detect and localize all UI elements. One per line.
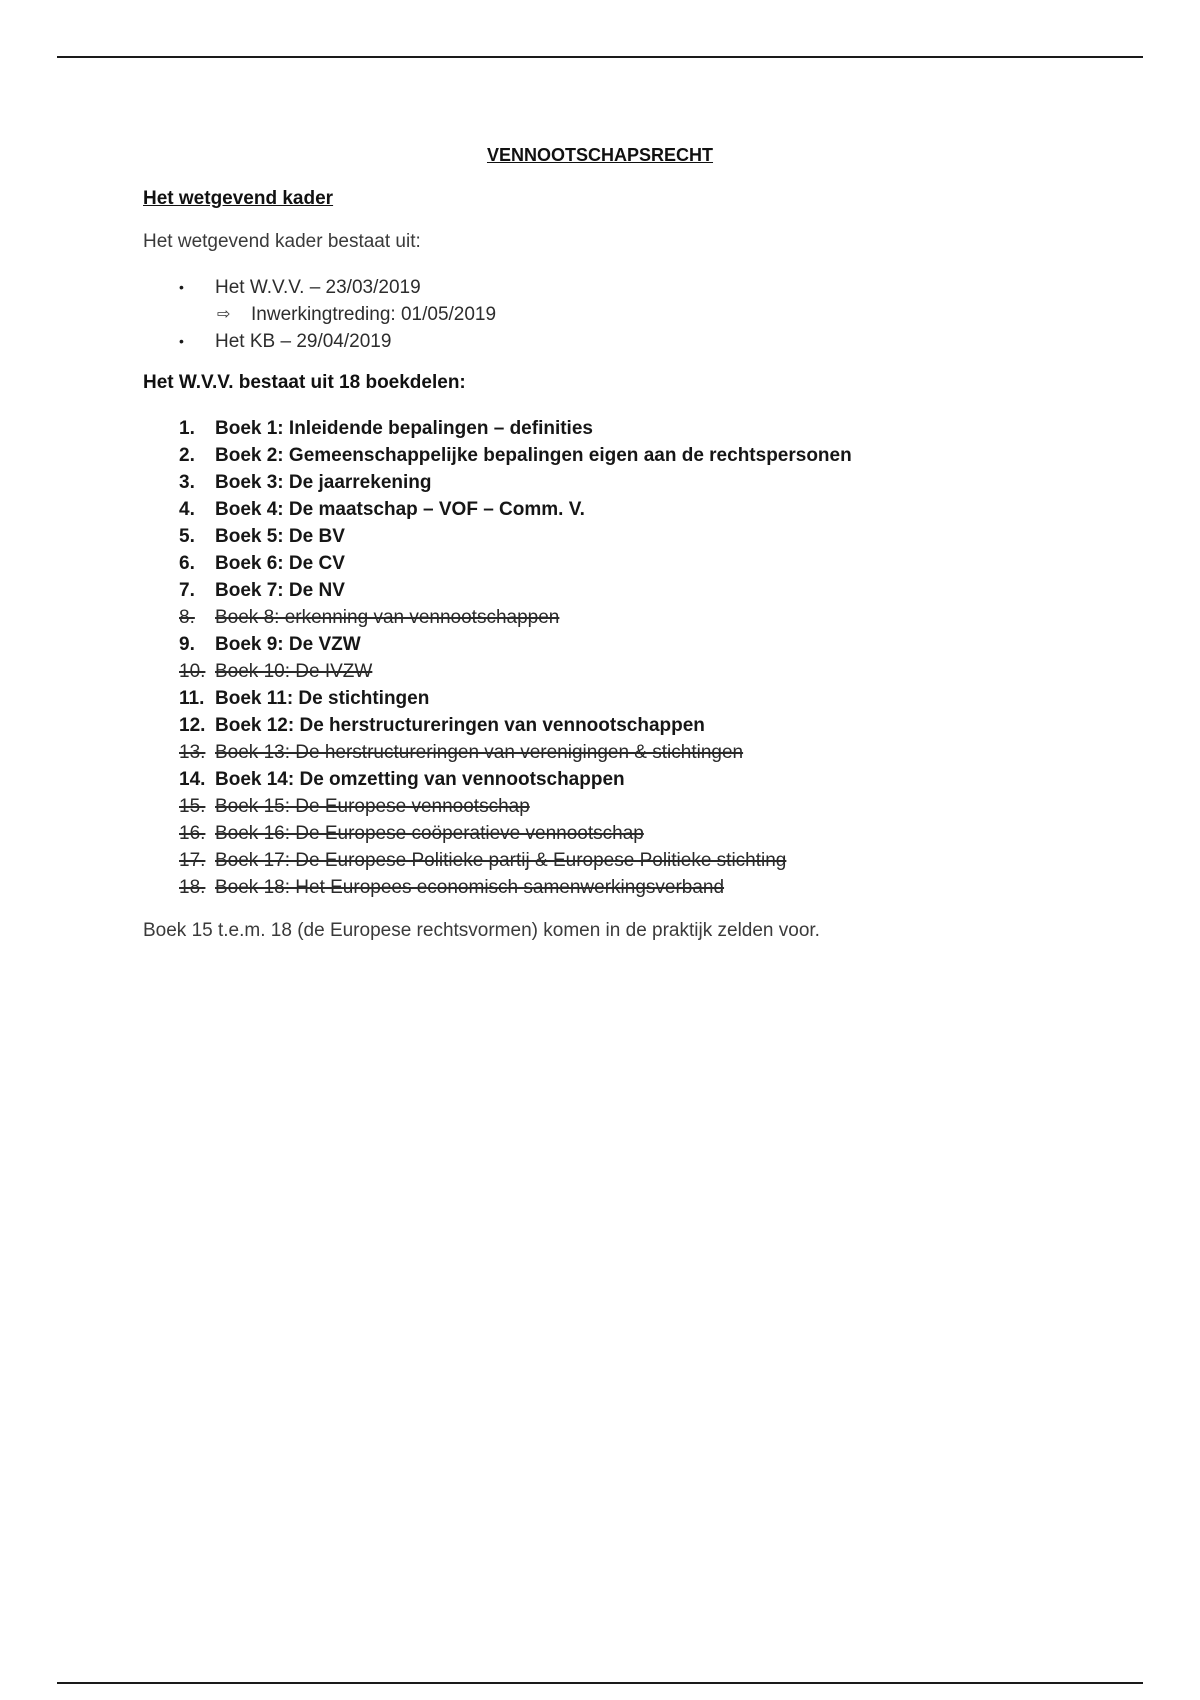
list-item [143,328,496,355]
book-number: 11. [179,688,205,709]
book-label: Boek 11: De stichtingen [215,688,430,709]
list-item-text: Het W.V.V. – 23/03/2019 [215,277,421,298]
book-number: 8. [179,607,195,628]
bullet-icon: • [179,333,184,349]
document-title: VENNOOTSCHAPSRECHT [486,145,714,165]
book-number: 6. [179,553,195,574]
legislation-list [143,274,496,355]
book-number: 2. [179,445,195,466]
book-label: Boek 17: De Europese Politieke partij & Europese Politieke stichting [215,850,787,871]
book-label: Boek 9: De VZW [215,634,361,655]
list-item [143,274,496,301]
intro-paragraph: Het wetgevend kader bestaat uit: [143,231,421,252]
book-item [143,658,852,685]
book-number: 14. [179,769,206,790]
bullet-icon: • [179,279,184,295]
book-label: Boek 13: De herstructureringen van verenigingen & stichtingen [215,742,744,763]
book-label: Boek 1: Inleidende bepalingen – definities [215,418,593,439]
books-list [143,415,852,901]
book-label: Boek 10: De IVZW [215,661,373,682]
book-item [143,631,852,658]
book-item [143,874,852,901]
book-number: 7. [179,580,195,601]
book-label: Boek 12: De herstructureringen van vennootschappen [215,715,705,736]
book-label: Boek 8: erkenning van vennootschappen [215,607,560,628]
closing-paragraph: Boek 15 t.e.m. 18 (de Europese rechtsvormen) komen in de praktijk zelden voor. [143,920,820,941]
book-item [143,523,852,550]
book-item [143,712,852,739]
book-label: Boek 18: Het Europees economisch samenwerkingsverband [215,877,725,898]
book-label: Boek 2: Gemeenschappelijke bepalingen eigen aan de rechtspersonen [215,445,852,466]
book-number: 1. [179,418,195,439]
book-label: Boek 5: De BV [215,526,345,547]
book-item [143,604,852,631]
book-item [143,793,852,820]
book-number: 4. [179,499,195,520]
book-item [143,847,852,874]
book-number: 5. [179,526,195,547]
book-label: Boek 6: De CV [215,553,345,574]
book-item [143,577,852,604]
list-sub-item [143,301,496,328]
book-item [143,415,852,442]
book-number: 18. [179,877,206,898]
footer-rule [57,1682,1143,1684]
book-number: 15. [179,796,206,817]
list-item-text: Inwerkingtreding: 01/05/2019 [251,304,497,325]
book-item [143,766,852,793]
book-label: Boek 15: De Europese vennootschap [215,796,530,817]
book-item [143,820,852,847]
book-label: Boek 3: De jaarrekening [215,472,432,493]
book-number: 9. [179,634,195,655]
book-label: Boek 4: De maatschap – VOF – Comm. V. [215,499,585,520]
book-item [143,469,852,496]
books-heading: Het W.V.V. bestaat uit 18 boekdelen: [143,372,466,393]
book-label: Boek 14: De omzetting van vennootschappen [215,769,625,790]
book-number: 16. [179,823,206,844]
book-item [143,739,852,766]
arrow-right-icon: ⇨ [217,306,231,323]
book-label: Boek 16: De Europese coöperatieve vennootschap [215,823,644,844]
book-item [143,685,852,712]
book-number: 3. [179,472,195,493]
book-item [143,442,852,469]
book-number: 12. [179,715,206,736]
book-number: 10. [179,661,206,682]
header-rule [57,56,1143,58]
list-item-text: Het KB – 29/04/2019 [215,331,392,352]
book-number: 17. [179,850,206,871]
section-heading: Het wetgevend kader [143,188,334,209]
book-number: 13. [179,742,206,763]
book-item [143,496,852,523]
book-item [143,550,852,577]
book-label: Boek 7: De NV [215,580,345,601]
